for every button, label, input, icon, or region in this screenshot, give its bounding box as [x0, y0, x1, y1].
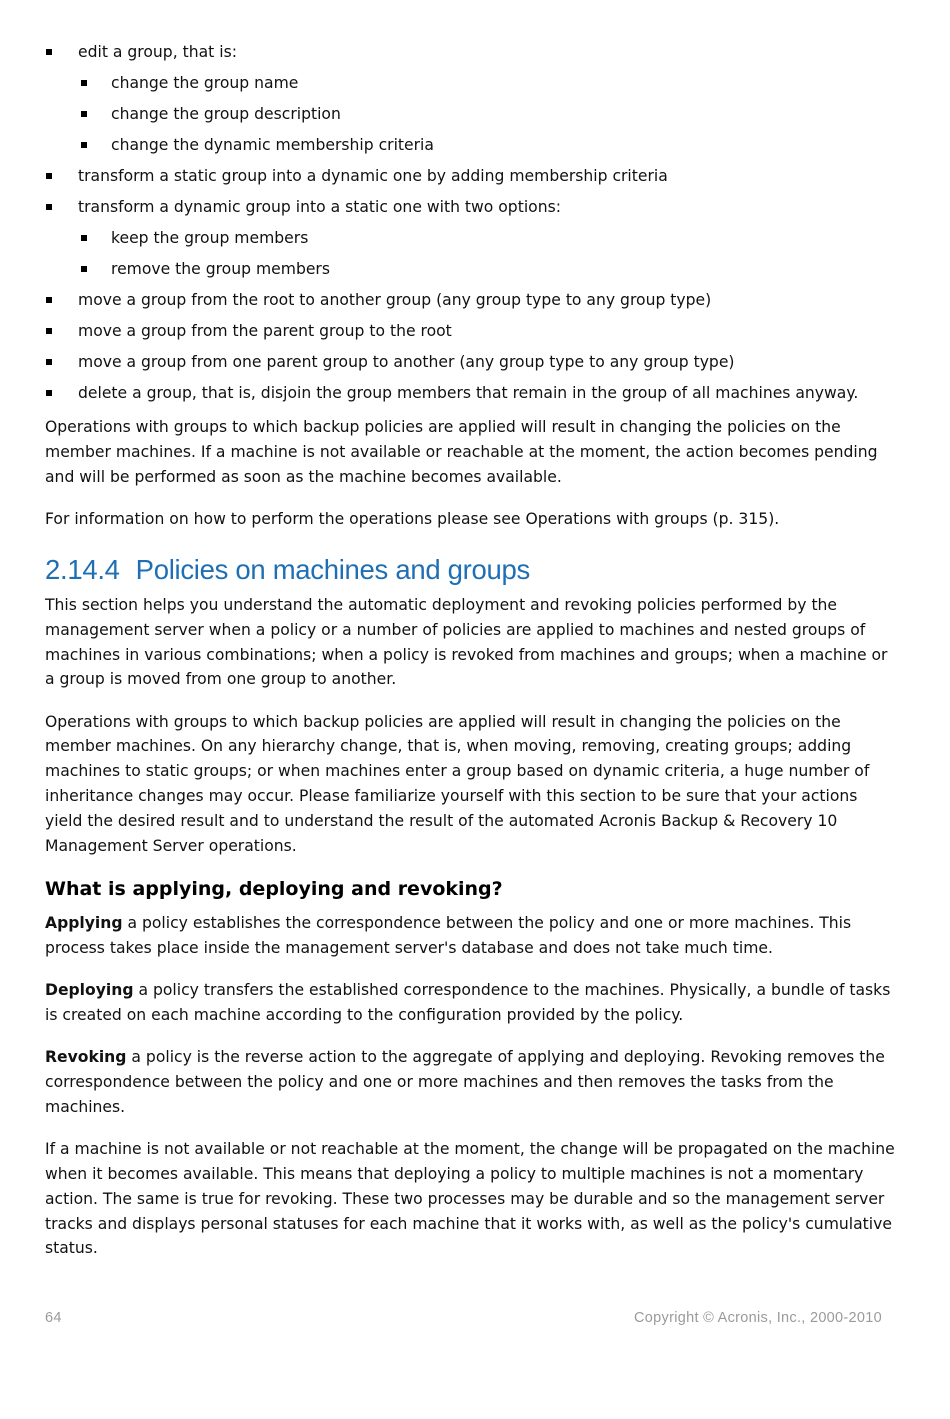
sub-bullet-item: change the dynamic membership criteria [45, 133, 895, 158]
bullet-item: delete a group, that is, disjoin the group members that remain in the group of all machines anyway. [45, 381, 895, 406]
definition-deploying [45, 978, 895, 1028]
subsection-heading: What is applying, deploying and revoking? [45, 878, 503, 901]
closing-paragraph: If a machine is not available or not reachable at the moment, the change will be propagated on the machine when it becomes available. This means that deploying a policy to multiple machines is not a momentary action. The same is true for revoking. These two processes may be durable and so the management server tracks and displays personal statuses for each machine that it works with, as well as the policy's cumulative status. [45, 1140, 895, 1258]
bullet-item: move a group from the parent group to the root [45, 319, 895, 344]
page-footer [45, 1310, 882, 1326]
definition-applying [45, 911, 895, 961]
section-paragraph: This section helps you understand the automatic deployment and revoking policies performed by the management server when a policy or a number of policies are applied to machines and nested groups of machines in various combinations; when a policy is revoked from machines and groups; when a machine or a group is moved from one group to another. [45, 596, 888, 689]
bullet-item: move a group from one parent group to another (any group type to any group type) [45, 350, 895, 375]
sub-bullet-item: keep the group members [45, 226, 895, 251]
section-paragraph: Operations with groups to which backup policies are applied will result in changing the policies on the member machines. On any hierarchy change, that is, when moving, removing, creating groups; adding machines to static groups; or when machines enter a group based on dynamic criteria, a huge number of inheritance changes may occur. Please familiarize yourself with this section to be sure that your actions yield the desired result and to understand the result of the automated Acronis Backup & Recovery 10 Management Server operations. [45, 712, 870, 855]
definition-text: a policy establishes the correspondence between the policy and one or more machines. This process takes place inside the management server's database and does not take much time. [45, 914, 852, 958]
definition-text: a policy is the reverse action to the aggregate of applying and deploying. Revoking removes the correspondence between the policy and one or more machines and then removes the tasks from the machines. [45, 1048, 885, 1116]
sub-bullet-item: change the group name [45, 71, 895, 96]
definition-term: Applying [45, 914, 123, 933]
bullet-item: transform a static group into a dynamic one by adding membership criteria [45, 164, 895, 189]
section-heading [45, 554, 895, 586]
reference-paragraph: For information on how to perform the operations please see Operations with groups (p. 315). [45, 510, 780, 529]
definition-revoking [45, 1045, 895, 1119]
bullet-item: transform a dynamic group into a static one with two options: [45, 195, 895, 220]
intro-paragraph: Operations with groups to which backup policies are applied will result in changing the policies on the member machines. If a machine is not available or reachable at the moment, the action becomes pending and will be performed as soon as the machine becomes available. [45, 418, 878, 487]
bullet-item: move a group from the root to another group (any group type to any group type) [45, 288, 895, 313]
operations-bullet-list [45, 40, 895, 405]
section-number: 2.14.4 [45, 554, 120, 585]
copyright-notice: Copyright © Acronis, Inc., 2000-2010 [634, 1310, 882, 1326]
definition-text: a policy transfers the established correspondence to the machines. Physically, a bundle of tasks is created on each machine according to the configuration provided by the policy. [45, 981, 891, 1025]
document-page [45, 40, 895, 1278]
section-title: Policies on machines and groups [135, 554, 530, 585]
definition-term: Revoking [45, 1048, 127, 1067]
sub-bullet-item: remove the group members [45, 257, 895, 282]
definition-term: Deploying [45, 981, 134, 1000]
sub-bullet-item: change the group description [45, 102, 895, 127]
bullet-item: edit a group, that is: [45, 40, 895, 65]
page-number: 64 [45, 1310, 62, 1326]
